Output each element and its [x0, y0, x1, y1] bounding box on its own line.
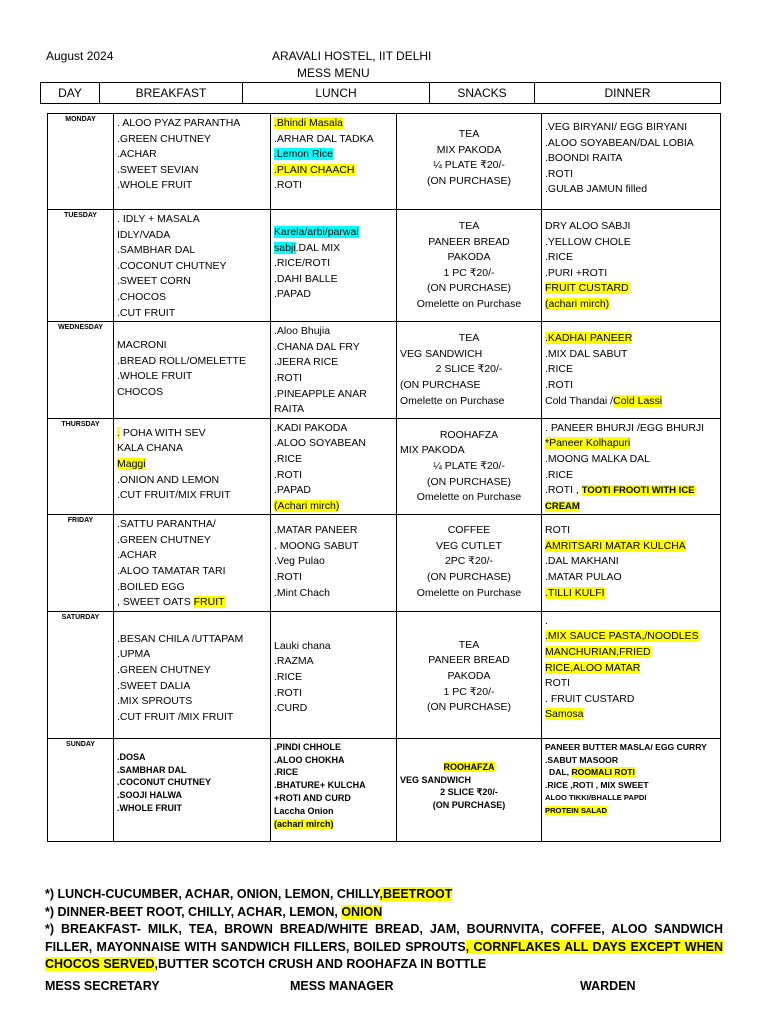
menu-item: .PAPAD: [274, 288, 311, 301]
menu-item: .ALOO SOYABEAN: [274, 437, 367, 450]
day-label: MONDAY: [48, 114, 114, 210]
menu-item: MIX PAKODA: [436, 143, 502, 156]
dinner-cell: [542, 611, 721, 738]
menu-item: POHA WITH SEV: [119, 426, 206, 439]
menu-item: VEG CUTLET: [436, 539, 502, 552]
signature-warden: WARDEN: [580, 979, 636, 993]
menu-item: .DAL MAKHANI: [545, 555, 619, 568]
day-label: WEDNESDAY: [48, 322, 114, 419]
menu-item: .ALOO SOYABEAN/DAL LOBIA: [545, 136, 694, 149]
dinner-cell: [542, 114, 721, 210]
menu-item: .CUT FRUIT /MIX FRUIT: [117, 710, 234, 723]
dinner-cell: [542, 738, 721, 841]
dinner-cell: [542, 322, 721, 419]
menu-item: ALOO TIKKI/BHALLE PAPDI: [545, 793, 647, 803]
menu-item: 1 PC ₹20/-: [443, 266, 495, 279]
menu-item: (ON PURCHASE): [426, 475, 511, 488]
menu-item: 2PC ₹20/-: [444, 555, 494, 568]
menu-item: 1 PC ₹20/-: [443, 685, 495, 698]
menu-item: . MOONG SABUT: [274, 539, 359, 552]
col-day: DAY: [41, 83, 100, 104]
menu-subtitle: MESS MENU: [297, 66, 370, 80]
menu-item: .ROTI: [274, 468, 302, 481]
menu-item: .RICE: [274, 452, 303, 465]
menu-item: .CUT FRUIT/MIX FRUIT: [117, 489, 231, 502]
day-label: SUNDAY: [48, 738, 114, 841]
menu-item: .PINEAPPLE ANAR: [274, 387, 367, 400]
menu-item: PAKODA: [447, 670, 491, 683]
menu-item: .RICE: [545, 251, 574, 264]
breakfast-cell: [114, 114, 271, 210]
menu-item: .ACHAR: [117, 549, 157, 562]
row-saturday: [48, 611, 721, 738]
dinner-cell: [542, 515, 721, 612]
menu-item: PANEER BUTTER MASLA/ EGG CURRY: [545, 741, 707, 752]
menu-item: Cold Thandai /: [545, 394, 614, 407]
col-breakfast: BREAKFAST: [100, 83, 243, 104]
menu-item: .GREEN CHUTNEY: [117, 664, 211, 677]
menu-item: .KADHAI PANEER: [545, 332, 633, 345]
menu-item: .BREAD ROLL/OMELETTE: [117, 354, 246, 367]
menu-item: (Achari mirch): [274, 499, 340, 512]
menu-item: .SWEET CORN: [117, 275, 191, 288]
dinner-cell: [542, 418, 721, 515]
breakfast-cell: [114, 322, 271, 419]
menu-item: .: [117, 426, 120, 439]
menu-item: Omelette on Purchase: [416, 491, 522, 504]
menu-item: .GULAB JAMUN filled: [545, 183, 648, 196]
menu-item: ROOMALI ROTI: [571, 767, 635, 778]
menu-item: .BOILED EGG: [117, 580, 185, 593]
menu-item: FRUIT: [193, 596, 225, 609]
menu-item: .WHOLE FRUIT: [117, 370, 193, 383]
lunch-cell: [271, 210, 397, 322]
menu-item: ¼ PLATE ₹20/-: [433, 459, 505, 472]
menu-item: DRY ALOO SABJI: [545, 220, 631, 232]
menu-item: PANEER BREAD: [428, 654, 510, 667]
menu-item: .ROTI: [545, 378, 573, 391]
menu-item: ¼ PLATE ₹20/-: [433, 159, 505, 172]
menu-item: .DAHI BALLE: [274, 272, 338, 285]
menu-item: (ON PURCHASE): [426, 571, 511, 584]
menu-item: .Mint Chach: [274, 586, 331, 599]
menu-item: ROOHAFZA: [439, 428, 499, 441]
menu-item: .PAPAD: [274, 484, 311, 497]
menu-item: .GREEN CHUTNEY: [117, 533, 211, 546]
row-tuesday: [48, 210, 721, 322]
day-label: TUESDAY: [48, 210, 114, 322]
menu-item: 2 SLICE ₹20/-: [435, 363, 503, 376]
menu-item: .ROTI: [545, 167, 573, 180]
menu-item: AMRITSARI MATAR KULCHA: [545, 539, 686, 552]
snacks-cell: [397, 611, 542, 738]
menu-item: .ALOO CHOKHA: [274, 754, 345, 765]
note-dinner: *) DINNER-BEET ROOT, CHILLY, ACHAR, LEMON, ONION: [45, 904, 383, 919]
day-label: FRIDAY: [48, 515, 114, 612]
menu-item: Karela/arbi/parwal: [274, 226, 359, 238]
menu-item: .MIX SPROUTS: [117, 695, 193, 708]
menu-item: .MIX SAUCE PASTA,/NOODLES: [545, 630, 699, 643]
menu-item: KALA CHANA: [117, 442, 183, 455]
menu-item: .Veg Pulao: [274, 555, 325, 568]
menu-item: .JEERA RICE: [274, 356, 339, 369]
menu-item: .RICE: [274, 767, 299, 778]
menu-item: Cold Lassi: [613, 394, 663, 407]
menu-item: VEG SANDWICH: [400, 347, 483, 360]
menu-item: MANCHURIAN,FRIED: [545, 646, 651, 659]
menu-item: .TILLI KULFI: [545, 586, 605, 599]
menu-item: ROOHAFZA: [443, 761, 495, 772]
menu-item: .CHANA DAL FRY: [274, 340, 360, 353]
menu-item: *Paneer Kolhapuri: [545, 437, 631, 450]
menu-item: .Bhindi Masala: [274, 117, 343, 129]
menu-item: .RAZMA: [274, 655, 314, 668]
menu-item: .BHATURE+ KULCHA: [274, 780, 366, 791]
menu-item: .MATAR PANEER: [274, 524, 358, 537]
menu-item: .ROTI: [274, 179, 302, 192]
snacks-cell: [397, 418, 542, 515]
col-dinner: DINNER: [535, 83, 721, 104]
menu-item: PROTEIN SALAD: [545, 805, 608, 815]
menu-item: .CHOCOS: [117, 290, 167, 303]
note-lunch: *) LUNCH-CUCUMBER, ACHAR, ONION, LEMON, CHILLY,BEETROOT: [45, 887, 453, 901]
menu-item: , SWEET OATS: [117, 596, 194, 609]
menu-item: COFFEE: [447, 524, 491, 537]
menu-item: .: [545, 614, 548, 627]
menu-item: .MATAR PULAO: [545, 571, 622, 584]
menu-item: .PURI +ROTI: [545, 266, 608, 279]
menu-item: . PANEER BHURJI /EGG BHURJI: [545, 421, 705, 434]
menu-item: .Lemon Rice: [274, 148, 333, 161]
menu-item: ROTI: [545, 677, 571, 690]
menu-item: (ON PURCHASE: [400, 378, 481, 391]
menu-item: Omelette on Purchase: [400, 394, 505, 407]
menu-table: [47, 113, 721, 842]
menu-item: RAITA: [274, 403, 305, 416]
lunch-cell: [271, 322, 397, 419]
lunch-cell: [271, 515, 397, 612]
menu-item: sabji: [274, 241, 296, 254]
menu-item: .PLAIN CHAACH: [274, 163, 355, 176]
menu-item: .RICE: [274, 671, 303, 684]
snacks-cell: [397, 210, 542, 322]
menu-item: . FRUIT CUSTARD: [545, 692, 635, 705]
menu-item: VEG SANDWICH: [400, 774, 472, 785]
menu-item: .VEG BIRYANI/ EGG BIRYANI: [545, 121, 688, 133]
menu-item: DAL,: [549, 767, 572, 778]
menu-item: .SATTU PARANTHA/: [117, 518, 216, 531]
row-wednesday: [48, 322, 721, 419]
menu-item: CREAM: [545, 500, 580, 512]
menu-item: TOOTI FROOTI WITH ICE: [581, 485, 695, 497]
menu-item: .RICE ,ROTI , MIX SWEET: [545, 780, 649, 791]
breakfast-cell: [114, 515, 271, 612]
row-friday: [48, 515, 721, 612]
menu-item: .BESAN CHILA /UTTAPAM: [117, 632, 244, 645]
menu-item: .KADI PAKODA: [274, 421, 348, 434]
menu-item: CHOCOS: [117, 385, 164, 398]
lunch-cell: [271, 738, 397, 841]
menu-item: .COCONUT CHUTNEY: [117, 259, 227, 272]
menu-item: .MIX DAL SABUT: [545, 347, 628, 360]
lunch-cell: [271, 611, 397, 738]
menu-item: FRUIT CUSTARD: [545, 282, 629, 295]
menu-item: Lauki chana: [274, 639, 331, 652]
col-lunch: LUNCH: [243, 83, 430, 104]
menu-item: .ROTI ,: [545, 484, 582, 497]
lunch-cell: [271, 418, 397, 515]
menu-item: .ROTI: [274, 686, 302, 699]
menu-item: .SWEET DALIA: [117, 679, 191, 692]
dinner-cell: [542, 210, 721, 322]
menu-item: .GREEN CHUTNEY: [117, 132, 211, 145]
menu-item: MIX PAKODA: [400, 444, 465, 457]
note-breakfast: *) BREAKFAST- MILK, TEA, BROWN BREAD/WHITE BREAD, JAM, BOURNVITA, COFFEE, ALOO SANDWICH FILLER, MAYONNAISE WITH SANDWICH FILLERS, BOILED SPROUTS, CORNFLAKES ALL DAYS EXCEPT WHEN CHOCOS SERVED,BUTTER SCOTCH CRUSH AND ROOHAFZA IN BOTTLE: [45, 922, 723, 971]
breakfast-cell: [114, 418, 271, 515]
menu-item: IDLY/VADA: [117, 228, 171, 241]
menu-item: RICE,ALOO MATAR: [545, 661, 641, 674]
snacks-cell: [397, 738, 542, 841]
menu-item: . IDLY + MASALA: [117, 213, 200, 225]
menu-item: .SAMBHAR DAL: [117, 764, 187, 775]
menu-item: .MOONG MALKA DAL: [545, 452, 651, 465]
menu-item: (achari mirch): [545, 297, 610, 310]
menu-item: 2 SLICE ₹20/-: [440, 787, 498, 798]
menu-item: .SWEET SEVIAN: [117, 163, 199, 176]
menu-item: .RICE: [545, 363, 574, 376]
menu-item: .BOONDI RAITA: [545, 152, 623, 165]
day-label: SATURDAY: [48, 611, 114, 738]
menu-item: .SOOJI HALWA: [117, 790, 183, 801]
menu-item: . ALOO PYAZ PARANTHA: [117, 117, 241, 129]
menu-item: .CURD: [274, 702, 308, 715]
menu-item: (ON PURCHASE): [432, 800, 506, 811]
month-label: August 2024: [46, 49, 114, 63]
menu-item: TEA: [458, 332, 480, 345]
menu-item: +ROTI AND CURD: [274, 793, 351, 804]
menu-item: .RICE: [545, 468, 574, 481]
menu-item: .WHOLE FRUIT: [117, 179, 193, 192]
col-snacks: SNACKS: [430, 83, 535, 104]
row-sunday: [48, 738, 721, 841]
menu-item: PANEER BREAD: [428, 235, 510, 248]
menu-item: TEA: [458, 128, 480, 140]
menu-item: .DAL MIX: [295, 241, 341, 254]
menu-item: .ARHAR DAL TADKA: [274, 132, 374, 145]
signature-mess-secretary: MESS SECRETARY: [45, 979, 160, 993]
menu-item: .UPMA: [117, 648, 151, 661]
snacks-cell: [397, 322, 542, 419]
menu-item: .SABUT MASOOR: [545, 754, 619, 765]
menu-item: .CUT FRUIT: [117, 306, 176, 319]
menu-item: .ONION AND LEMON: [117, 473, 220, 486]
menu-item: .PINDI CHHOLE: [274, 741, 342, 752]
menu-item: .RICE/ROTI: [274, 257, 331, 270]
menu-item: TEA: [458, 638, 480, 651]
snacks-cell: [397, 515, 542, 612]
menu-item: .COCONUT CHUTNEY: [117, 777, 211, 788]
column-header-table: [40, 82, 721, 104]
menu-item: .ACHAR: [117, 148, 157, 161]
footer-notes: [45, 886, 723, 974]
menu-item: Omelette on Purchase: [416, 586, 522, 599]
menu-item: TEA: [458, 220, 480, 232]
day-label: THURSDAY: [48, 418, 114, 515]
menu-item: Laccha Onion: [274, 805, 334, 816]
menu-item: .WHOLE FRUIT: [117, 803, 182, 814]
menu-item: (achari mirch): [274, 818, 334, 829]
hostel-title: ARAVALI HOSTEL, IIT DELHI: [272, 49, 432, 63]
lunch-cell: [271, 114, 397, 210]
row-thursday: [48, 418, 721, 515]
menu-item: MACRONI: [117, 339, 167, 352]
menu-item: .SAMBHAR DAL: [117, 244, 196, 257]
snacks-cell: [397, 114, 542, 210]
menu-item: .Aloo Bhujia: [274, 325, 331, 338]
menu-item: Omelette on Purchase: [416, 297, 522, 310]
menu-item: .ALOO TAMATAR TARI: [117, 565, 226, 578]
breakfast-cell: [114, 611, 271, 738]
menu-item: (ON PURCHASE): [426, 174, 511, 187]
signature-mess-manager: MESS MANAGER: [290, 979, 394, 993]
row-monday: [48, 114, 721, 210]
breakfast-cell: [114, 738, 271, 841]
menu-item: .DOSA: [117, 751, 146, 762]
menu-item: ROTI: [545, 524, 571, 537]
menu-item: .ROTI: [274, 571, 302, 584]
menu-item: (ON PURCHASE): [426, 282, 511, 295]
menu-item: .YELLOW CHOLE: [545, 235, 631, 248]
menu-item: (ON PURCHASE): [426, 701, 511, 714]
breakfast-cell: [114, 210, 271, 322]
menu-item: Samosa: [545, 708, 584, 721]
menu-item: PAKODA: [447, 251, 491, 264]
menu-item: .ROTI: [274, 371, 302, 384]
menu-item: Maggi: [117, 457, 146, 470]
